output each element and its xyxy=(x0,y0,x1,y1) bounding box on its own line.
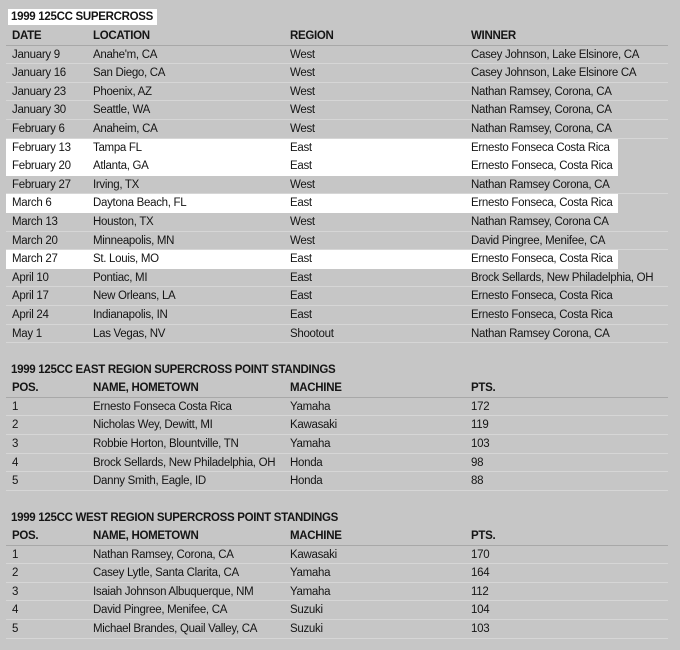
machine-cell: Yamaha xyxy=(290,585,331,598)
east-header-row xyxy=(6,379,668,398)
pos-cell: 5 xyxy=(12,475,19,488)
winner-cell: Ernesto Fonseca, Costa Rica xyxy=(471,160,613,173)
pos-cell: 4 xyxy=(12,604,19,617)
region-cell: West xyxy=(290,67,315,80)
header-winner: WINNER xyxy=(471,30,516,42)
location-cell: Minneapolis, MN xyxy=(93,234,175,247)
header-pts: PTS. xyxy=(471,382,496,394)
name-cell: Danny Smith, Eagle, ID xyxy=(93,475,206,488)
date-cell: February 6 xyxy=(12,123,65,135)
winner-cell: Nathan Ramsey, Corona, CA xyxy=(471,104,612,117)
location-cell: Pontiac, MI xyxy=(93,271,148,284)
region-cell: East xyxy=(290,160,312,173)
machine-cell: Kawasaki xyxy=(290,419,337,432)
winner-cell: Casey Johnson, Lake Elsinore CA xyxy=(471,67,637,80)
location-cell: St. Louis, MO xyxy=(93,253,159,266)
date-cell: March 27 xyxy=(12,253,58,266)
machine-cell: Suzuki xyxy=(290,604,323,617)
date-cell: February 20 xyxy=(12,160,71,173)
east-standings-title: 1999 125CC EAST REGION SUPERCROSS POINT STANDINGS xyxy=(11,364,336,376)
location-cell: San Diego, CA xyxy=(93,67,166,80)
table-row xyxy=(6,583,668,602)
machine-cell: Kawasaki xyxy=(290,548,337,561)
table-row-highlighted xyxy=(6,250,618,269)
pts-cell: 98 xyxy=(471,456,484,469)
table-row xyxy=(6,101,668,120)
location-cell: Anaheim, CA xyxy=(93,123,158,135)
location-cell: Irving, TX xyxy=(93,178,139,191)
table-row xyxy=(6,213,668,232)
winner-cell: Ernesto Fonseca, Costa Rica xyxy=(471,253,613,266)
region-cell: West xyxy=(290,48,315,61)
pts-cell: 103 xyxy=(471,623,490,635)
table-row-highlighted xyxy=(6,194,618,213)
winner-cell: Ernesto Fonseca, Costa Rica xyxy=(471,197,613,210)
table-row xyxy=(6,398,668,417)
date-cell: January 23 xyxy=(12,85,66,98)
pos-cell: 4 xyxy=(12,456,19,469)
name-cell: David Pingree, Menifee, CA xyxy=(93,604,228,617)
table-row xyxy=(6,83,668,102)
table-row xyxy=(6,416,668,435)
pos-cell: 2 xyxy=(12,567,19,580)
header-machine: MACHINE xyxy=(290,382,342,394)
west-standings-title: 1999 125CC WEST REGION SUPERCROSS POINT STANDINGS xyxy=(11,512,338,524)
region-cell: West xyxy=(290,104,315,117)
name-cell: Casey Lytle, Santa Clarita, CA xyxy=(93,567,239,580)
header-name: NAME, HOMETOWN xyxy=(93,530,199,542)
header-pos: POS. xyxy=(12,382,39,394)
date-cell: February 13 xyxy=(12,141,71,154)
winner-cell: Nathan Ramsey Corona, CA xyxy=(471,327,610,340)
location-cell: Seattle, WA xyxy=(93,104,150,117)
table-row xyxy=(6,46,668,65)
region-cell: East xyxy=(290,253,312,266)
name-cell: Brock Sellards, New Philadelphia, OH xyxy=(93,456,276,469)
pos-cell: 5 xyxy=(12,623,19,635)
table-row xyxy=(6,546,668,565)
table-row xyxy=(6,472,668,491)
pts-cell: 88 xyxy=(471,475,484,488)
name-cell: Nicholas Wey, Dewitt, MI xyxy=(93,419,213,432)
machine-cell: Yamaha xyxy=(290,438,331,450)
table-row xyxy=(6,64,668,83)
table-row xyxy=(6,620,668,639)
date-cell: April 17 xyxy=(12,290,49,303)
name-cell: Ernesto Fonseca Costa Rica xyxy=(93,400,232,413)
table-row xyxy=(6,287,668,306)
winner-cell: Nathan Ramsey, Corona CA xyxy=(471,216,609,228)
name-cell: Michael Brandes, Quail Valley, CA xyxy=(93,623,258,635)
schedule-title: 1999 125CC SUPERCROSS xyxy=(8,9,157,25)
pos-cell: 3 xyxy=(12,438,19,450)
header-location: LOCATION xyxy=(93,30,150,42)
machine-cell: Yamaha xyxy=(290,400,331,413)
header-name: NAME, HOMETOWN xyxy=(93,382,199,394)
location-cell: Daytona Beach, FL xyxy=(93,197,187,210)
header-region: REGION xyxy=(290,30,334,42)
table-row xyxy=(6,120,668,139)
region-cell: East xyxy=(290,271,312,284)
pts-cell: 164 xyxy=(471,567,490,580)
name-cell: Robbie Horton, Blountville, TN xyxy=(93,438,239,450)
pts-cell: 112 xyxy=(471,585,489,598)
table-row xyxy=(6,269,668,288)
table-row-highlighted xyxy=(6,157,618,176)
pts-cell: 119 xyxy=(471,419,489,432)
schedule-header-row xyxy=(6,27,668,46)
region-cell: Shootout xyxy=(290,327,334,340)
location-cell: Tampa FL xyxy=(93,141,142,154)
pos-cell: 1 xyxy=(12,548,19,561)
date-cell: April 24 xyxy=(12,309,49,321)
table-row xyxy=(6,454,668,473)
region-cell: East xyxy=(290,309,312,321)
pts-cell: 103 xyxy=(471,438,490,450)
winner-cell: Ernesto Fonseca, Costa Rica xyxy=(471,290,613,303)
table-row xyxy=(6,176,668,195)
location-cell: Atlanta, GA xyxy=(93,160,149,173)
location-cell: Indianapolis, IN xyxy=(93,309,168,321)
date-cell: January 30 xyxy=(12,104,66,117)
table-row xyxy=(6,601,668,620)
machine-cell: Honda xyxy=(290,475,323,488)
date-cell: April 10 xyxy=(12,271,49,284)
winner-cell: David Pingree, Menifee, CA xyxy=(471,234,606,247)
pos-cell: 2 xyxy=(12,419,19,432)
location-cell: Anahe'm, CA xyxy=(93,48,158,61)
date-cell: January 16 xyxy=(12,67,66,80)
machine-cell: Yamaha xyxy=(290,567,331,580)
winner-cell: Ernesto Fonseca Costa Rica xyxy=(471,141,610,154)
name-cell: Nathan Ramsey, Corona, CA xyxy=(93,548,234,561)
table-row xyxy=(6,435,668,454)
header-machine: MACHINE xyxy=(290,530,342,542)
header-pts: PTS. xyxy=(471,530,496,542)
machine-cell: Suzuki xyxy=(290,623,323,635)
location-cell: Las Vegas, NV xyxy=(93,327,166,340)
region-cell: East xyxy=(290,141,312,154)
header-pos: POS. xyxy=(12,530,39,542)
table-row xyxy=(6,325,668,344)
location-cell: Phoenix, AZ xyxy=(93,85,152,98)
winner-cell: Ernesto Fonseca, Costa Rica xyxy=(471,309,613,321)
date-cell: March 6 xyxy=(12,197,52,210)
pts-cell: 104 xyxy=(471,604,490,617)
location-cell: Houston, TX xyxy=(93,216,154,228)
table-row-highlighted xyxy=(6,139,618,158)
pts-cell: 172 xyxy=(471,400,490,413)
location-cell: New Orleans, LA xyxy=(93,290,176,303)
machine-cell: Honda xyxy=(290,456,323,469)
winner-cell: Nathan Ramsey, Corona, CA xyxy=(471,123,612,135)
winner-cell: Nathan Ramsey Corona, CA xyxy=(471,178,610,191)
region-cell: East xyxy=(290,197,312,210)
winner-cell: Casey Johnson, Lake Elsinore, CA xyxy=(471,48,640,61)
pts-cell: 170 xyxy=(471,548,490,561)
name-cell: Isaiah Johnson Albuquerque, NM xyxy=(93,585,254,598)
winner-cell: Brock Sellards, New Philadelphia, OH xyxy=(471,271,654,284)
region-cell: West xyxy=(290,178,315,191)
region-cell: West xyxy=(290,216,315,228)
region-cell: West xyxy=(290,234,315,247)
table-row xyxy=(6,232,668,251)
region-cell: East xyxy=(290,290,312,303)
date-cell: May 1 xyxy=(12,327,42,340)
date-cell: March 13 xyxy=(12,216,58,228)
pos-cell: 1 xyxy=(12,400,19,413)
date-cell: March 20 xyxy=(12,234,58,247)
pos-cell: 3 xyxy=(12,585,19,598)
winner-cell: Nathan Ramsey, Corona, CA xyxy=(471,85,612,98)
table-row xyxy=(6,306,668,325)
west-header-row xyxy=(6,527,668,546)
date-cell: February 27 xyxy=(12,178,71,191)
date-cell: January 9 xyxy=(12,48,60,61)
region-cell: West xyxy=(290,85,315,98)
region-cell: West xyxy=(290,123,315,135)
table-row xyxy=(6,564,668,583)
header-date: DATE xyxy=(12,30,42,42)
